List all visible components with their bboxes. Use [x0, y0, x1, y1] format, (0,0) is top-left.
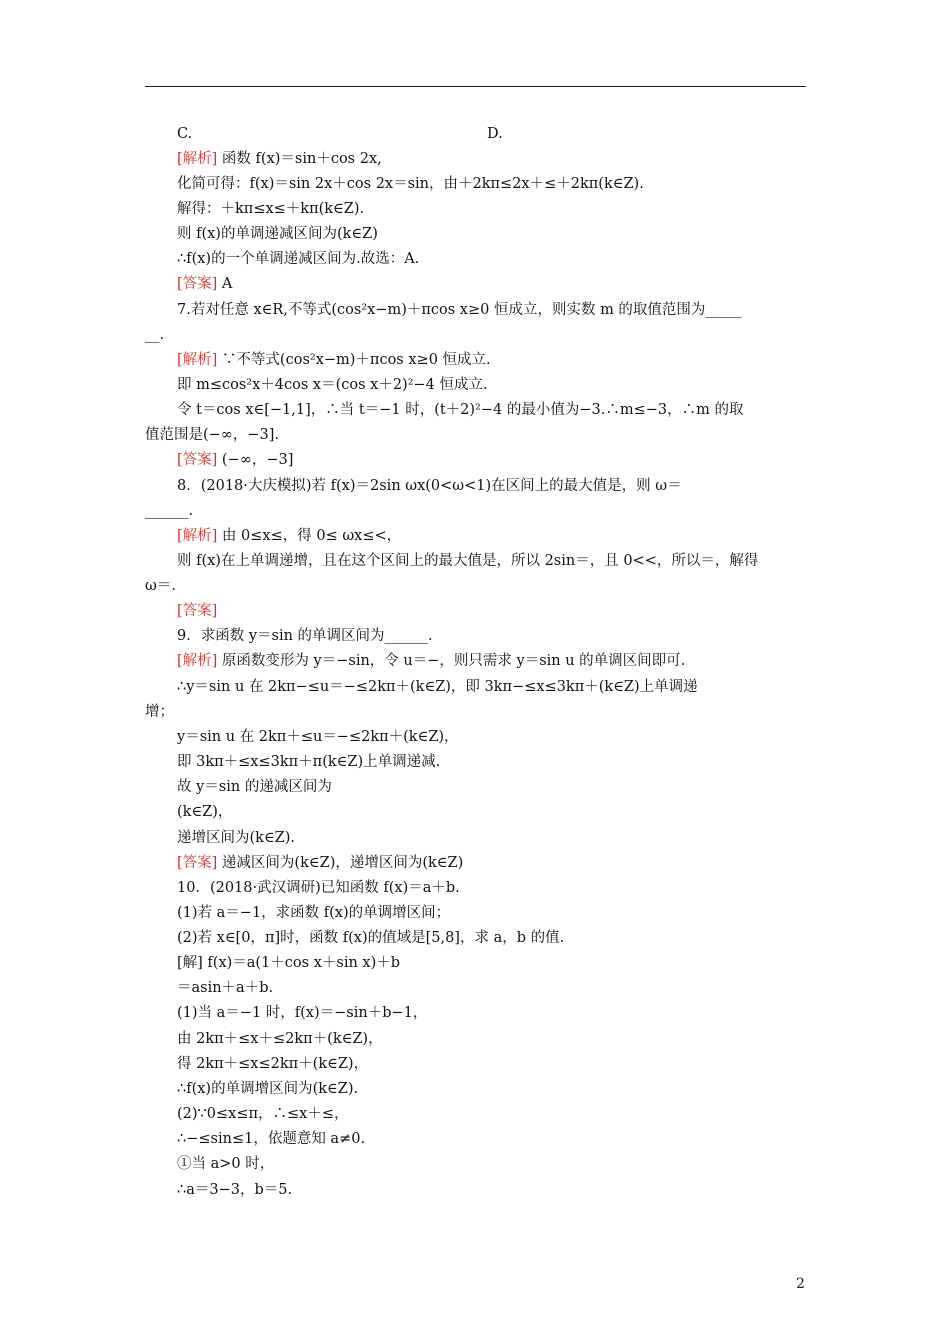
line-text: 9．求函数 y＝sin 的单调区间为______. [177, 628, 433, 644]
line-text: 令 t＝cos x∈[−1,1]，∴当 t＝−1 时，(t＋2)²−4 的最小值为−3.∴m≤−3，∴m 的取 [177, 402, 744, 418]
text-line [177, 727, 459, 747]
line-text: 即 3kπ＋≤x≤3kπ＋π(k∈Z)上单调递减. [177, 754, 441, 770]
text-line [177, 1129, 365, 1149]
line-text: 则 f(x)在上单调递增，且在这个区间上的最大值是，所以 2sin＝，且 0<<，所以＝，解得 [177, 553, 759, 569]
text-line [177, 300, 742, 320]
line-text: 8．(2018·大庆模拟)若 f(x)＝2sin ωx(0<ω<1)在区间上的最大值是，则 ω＝ [177, 478, 682, 494]
text-line [177, 878, 460, 898]
text-line [177, 149, 382, 169]
text-line [177, 224, 378, 244]
line-text: 得 2kπ＋≤x≤2kπ＋(k∈Z)， [177, 1056, 369, 1072]
line-text: ∴f(x)的一个单调递减区间为.故选：A. [177, 251, 420, 267]
text-line [177, 1054, 368, 1074]
text-line [177, 350, 491, 370]
text-line [177, 777, 332, 797]
text-line [177, 1104, 348, 1124]
line-text: 7.若对任意 x∈R,不等式(cos²x−m)＋πcos x≥0 恒成立，则实数 m 的取值范围为_____ [177, 302, 742, 318]
line-text: 由 2kπ＋≤x＋≤2kπ＋(k∈Z)， [177, 1031, 383, 1047]
option-label: D. [487, 126, 503, 142]
section-tag: [解析] [177, 653, 218, 669]
line-text: (2)∵0≤x≤π，∴≤x＋≤， [177, 1106, 349, 1122]
section-tag: [答案] [177, 276, 218, 292]
text-line [177, 853, 463, 873]
text-line [177, 802, 232, 822]
text-line [177, 551, 758, 571]
text-line [177, 903, 450, 923]
line-text: 值范围是(−∞，−3]. [145, 427, 280, 443]
text-line [177, 677, 698, 697]
text-line [145, 425, 279, 445]
text-line [177, 752, 440, 772]
text-line [177, 828, 295, 848]
text-line [177, 476, 682, 496]
section-tag: [答案] [177, 855, 218, 871]
line-text: (k∈Z)， [177, 804, 233, 820]
text-line [145, 576, 176, 596]
line-text: 由 0≤x≤，得 0≤ ωx≤<， [217, 528, 402, 544]
text-line [177, 1154, 274, 1174]
line-text: 增； [145, 704, 174, 720]
line-text: ∴−≤sin≤1，依题意知 a≠0. [177, 1131, 366, 1147]
line-text: 函数 f(x)＝sin＋cos 2x, [217, 151, 382, 167]
line-text: ＝asin＋a＋b. [177, 980, 274, 996]
line-text: 则 f(x)的单调递减区间为(k∈Z) [177, 226, 378, 242]
text-line [177, 651, 685, 671]
line-text: 递增区间为(k∈Z). [177, 830, 296, 846]
text-line [177, 1029, 383, 1049]
text-line [177, 375, 488, 395]
line-text: [解] f(x)＝a(1＋cos x＋sin x)＋b [177, 955, 401, 971]
text-line [177, 978, 273, 998]
line-text: 原函数变形为 y＝−sin，令 u＝−，则只需求 y＝sin u 的单调区间即可. [217, 653, 686, 669]
text-line [177, 626, 433, 646]
text-line [177, 953, 400, 973]
line-text: ∴f(x)的单调增区间为(k∈Z). [177, 1081, 359, 1097]
line-text: 故 y＝sin 的递减区间为 [177, 779, 332, 795]
line-text: y＝sin u 在 2kπ＋≤u＝−≤2kπ＋(k∈Z)， [177, 729, 459, 745]
text-line [177, 249, 419, 269]
line-text: 10．(2018·武汉调研)已知函数 f(x)＝a＋b. [177, 880, 460, 896]
line-text: C. [177, 126, 193, 142]
text-line [145, 501, 193, 521]
text-line [177, 1180, 292, 1200]
line-text: 解得：＋kπ≤x≤＋kπ(k∈Z). [177, 201, 365, 217]
text-line [177, 274, 232, 294]
text-line [177, 526, 401, 546]
line-text: (1)当 a＝−1 时，f(x)＝−sin＋b−1， [177, 1005, 428, 1021]
line-text: ∴y＝sin u 在 2kπ−≤u＝−≤2kπ＋(k∈Z)，即 3kπ−≤x≤3kπ＋(k∈Z)上单调递 [177, 679, 698, 695]
header-rule [145, 86, 806, 87]
line-text: __. [145, 327, 165, 343]
text-line [145, 325, 164, 345]
line-text: ω＝. [145, 578, 176, 594]
line-text: (1)若 a＝−1，求函数 f(x)的单调增区间； [177, 905, 451, 921]
line-text: A [217, 276, 233, 292]
page-number: 2 [796, 1276, 805, 1292]
text-line [177, 928, 564, 948]
text-line [177, 450, 293, 470]
section-tag: [解析] [177, 352, 218, 368]
text-line [177, 400, 743, 420]
text-line [177, 199, 364, 219]
line-text: (2)若 x∈[0，π]时，函数 f(x)的值域是[5,8]，求 a，b 的值. [177, 930, 565, 946]
section-tag: [答案] [177, 603, 218, 619]
line-text: 化简可得：f(x)＝sin 2x＋cos 2x＝sin，由＋2kπ≤2x＋≤＋2kπ(k∈Z). [177, 176, 644, 192]
line-text: (−∞，−3] [217, 452, 294, 468]
line-text: ∵不等式(cos²x−m)＋πcos x≥0 恒成立. [217, 352, 491, 368]
text-line [177, 1003, 427, 1023]
text-line [177, 601, 217, 621]
line-text: 即 m≤cos²x＋4cos x＝(cos x＋2)²−4 恒成立. [177, 377, 488, 393]
text-line [177, 1079, 358, 1099]
text-line [177, 174, 644, 194]
line-text: ∴a＝3−3，b＝5. [177, 1182, 293, 1198]
section-tag: [答案] [177, 452, 218, 468]
line-text: ①当 a>0 时， [177, 1156, 275, 1172]
line-text: ______. [145, 503, 194, 519]
text-line [145, 702, 174, 722]
line-text: 递减区间为(k∈Z)，递增区间为(k∈Z) [217, 855, 464, 871]
text-line [177, 124, 192, 144]
section-tag: [解析] [177, 528, 218, 544]
section-tag: [解析] [177, 151, 218, 167]
